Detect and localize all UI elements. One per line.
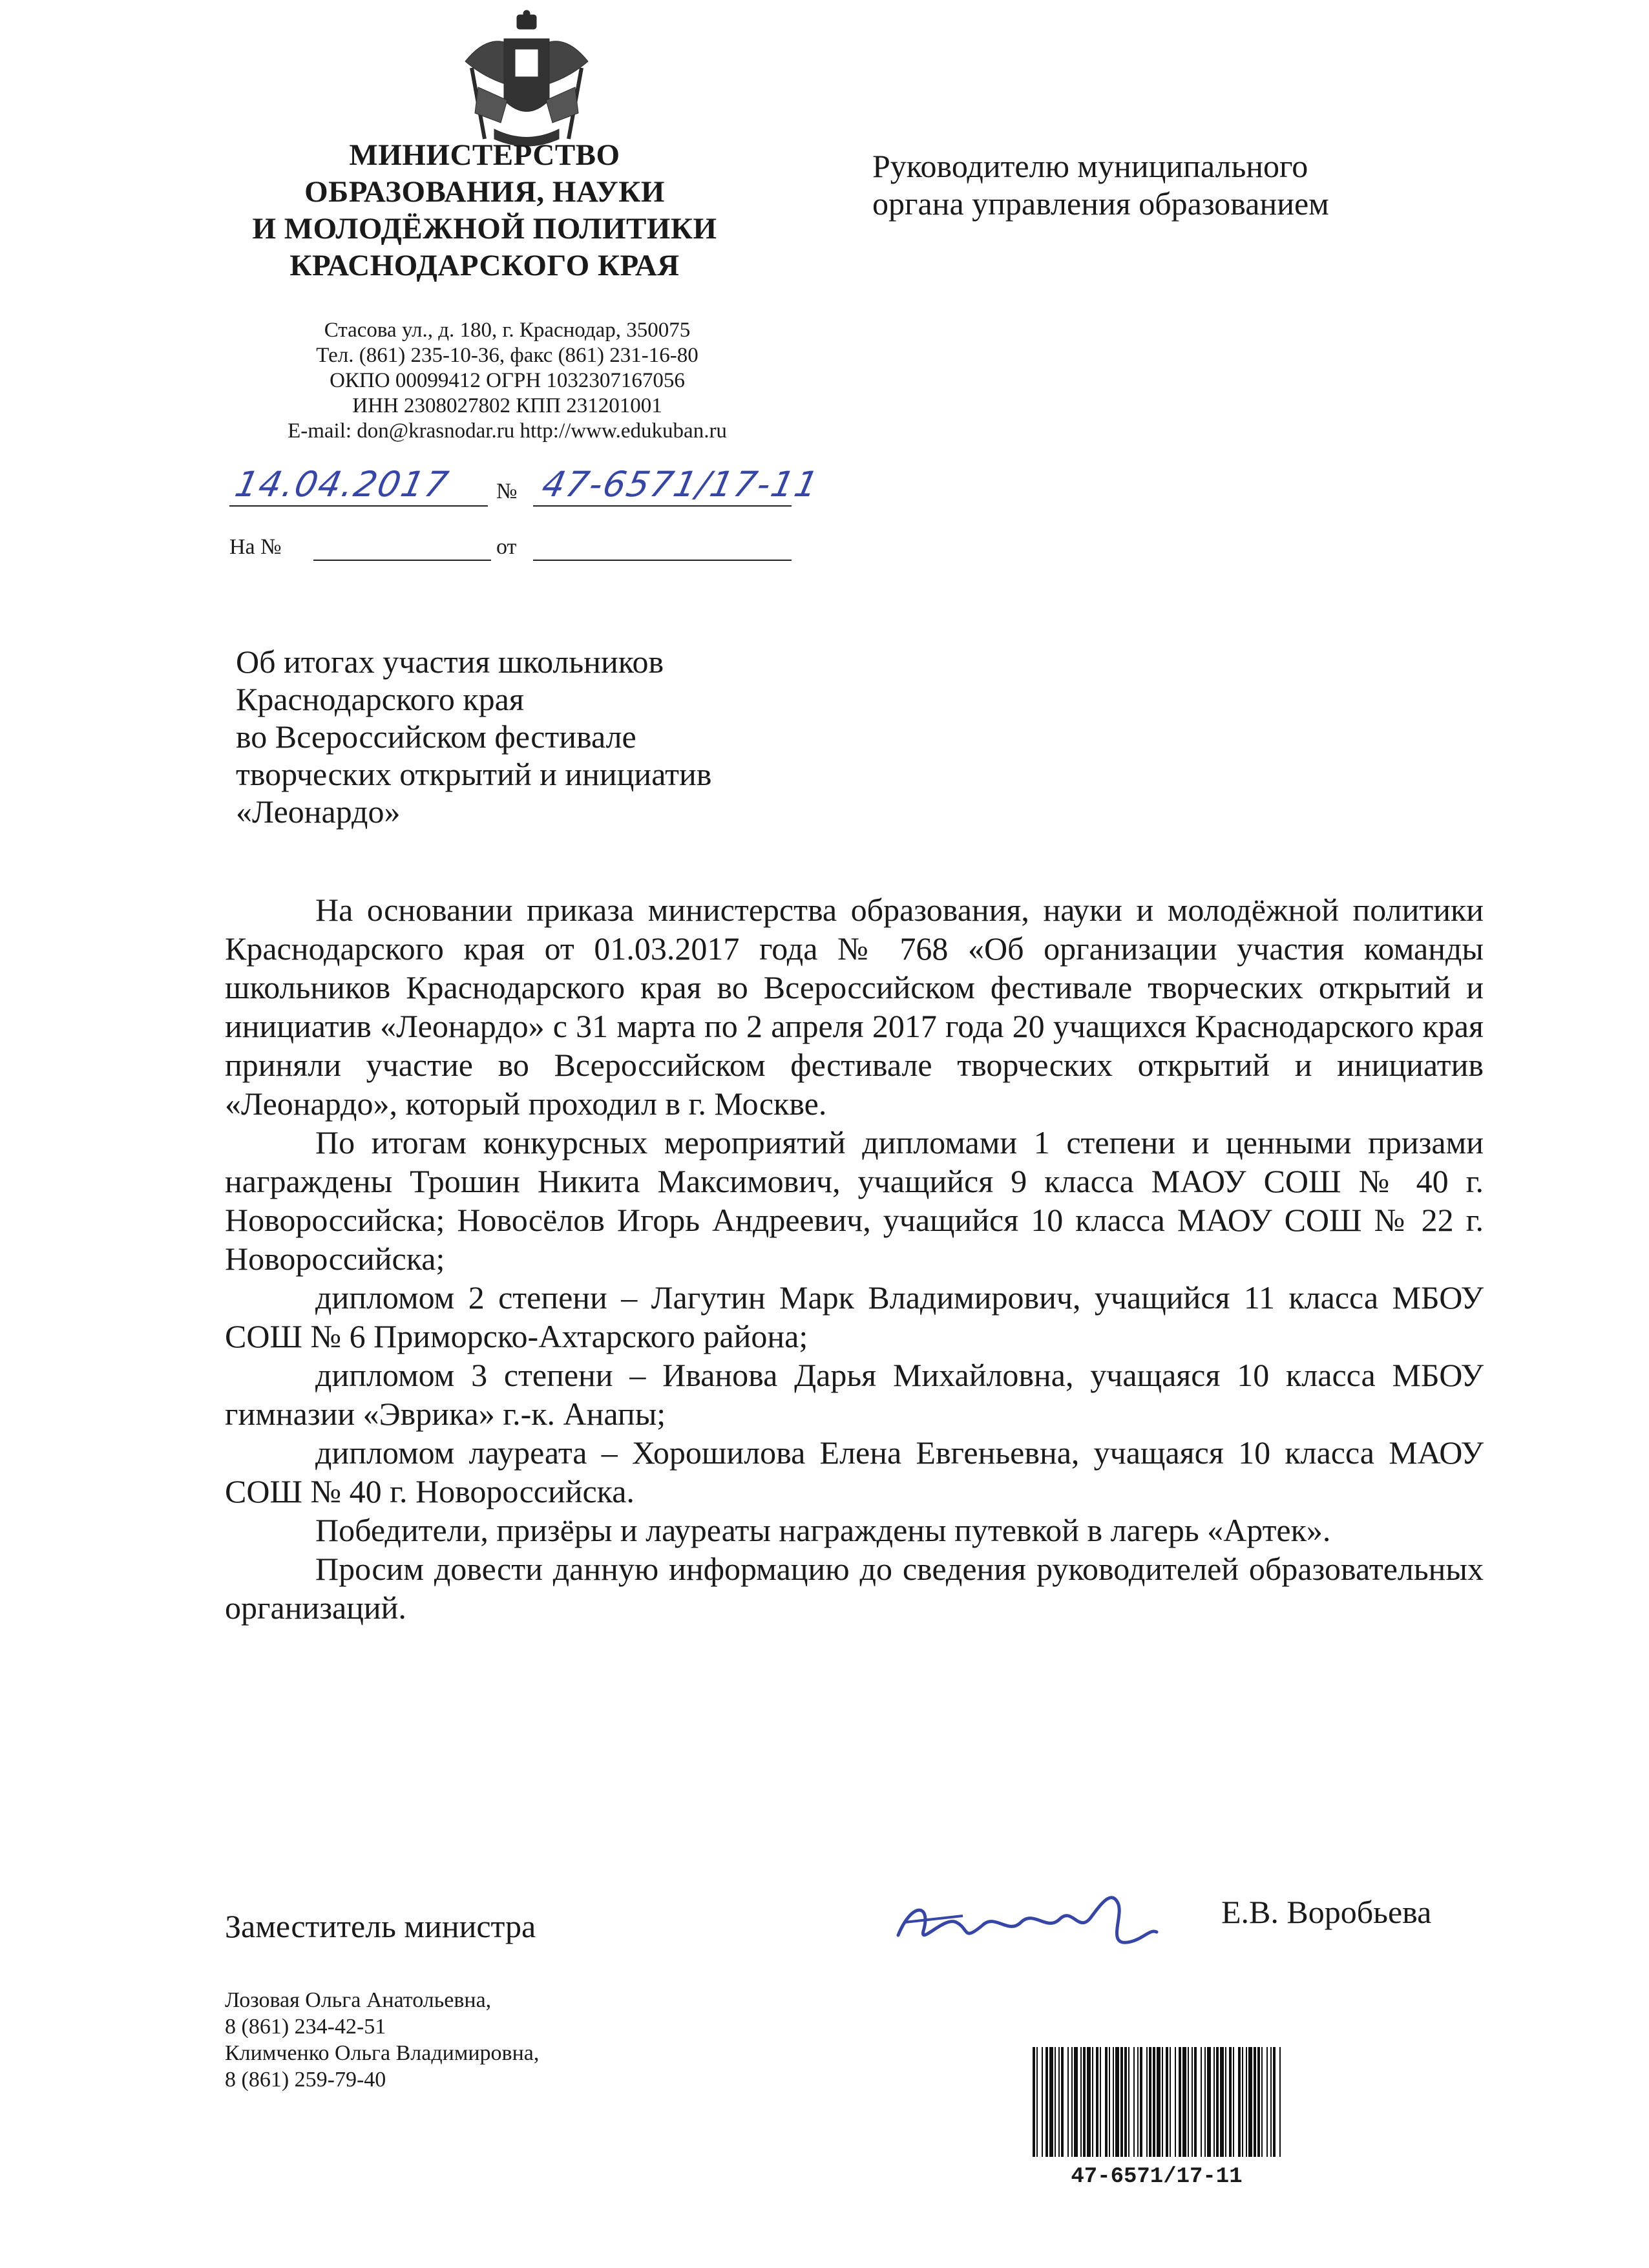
org-line-4: КРАСНОДАРСКОГО КРАЯ xyxy=(289,249,680,282)
barcode-bar xyxy=(1254,2047,1256,2157)
addressee-line-1: Руководителю муниципального xyxy=(872,148,1308,184)
barcode-bar xyxy=(1201,2047,1202,2157)
barcode-bar xyxy=(1213,2047,1215,2157)
barcode-bar xyxy=(1175,2047,1176,2157)
reference-underline xyxy=(313,560,491,561)
barcode-bar xyxy=(1055,2047,1056,2157)
barcode-bar xyxy=(1266,2047,1268,2157)
barcode-bar xyxy=(1036,2047,1038,2157)
subject-line-1: Об итогах участия школьников xyxy=(236,644,664,680)
barcode-bar xyxy=(1246,2047,1247,2157)
barcode-bar xyxy=(1182,2047,1186,2157)
barcode-bar xyxy=(1149,2047,1151,2157)
barcode-bar xyxy=(1170,2047,1171,2157)
barcode-bar xyxy=(1192,2047,1193,2157)
barcode-bar xyxy=(1058,2047,1060,2157)
body-paragraph-2: По итогам конкурсных мероприятий дипломами 1 степени и ценными призами награждены Трошин Никита Максимович, учащийся 9 класса МАОУ СОШ № 40 г. Новороссийска; Новосёлов Игорь Андреевич, учащийся 10 класса МАОУ СОШ № 22 г. Новороссийска; xyxy=(225,1124,1484,1277)
subject-line-4: творческих открытий и инициатив xyxy=(236,756,712,792)
barcode-bar xyxy=(1204,2047,1206,2157)
barcode-bar xyxy=(1146,2047,1148,2157)
reference-from-label: от xyxy=(496,535,517,559)
barcode-bar xyxy=(1233,2047,1234,2157)
executor-1-name: Лозовая Ольга Анатольевна, xyxy=(225,1988,492,2012)
barcode-bar xyxy=(1128,2047,1129,2157)
barcode-bar xyxy=(1074,2047,1078,2157)
barcode-bar xyxy=(1033,2047,1035,2157)
barcode-bar xyxy=(1083,2047,1086,2157)
barcode-bar xyxy=(1270,2047,1272,2157)
body-paragraph-6: Победители, призёры и лауреаты награждены путевкой в лагерь «Артек». xyxy=(315,1512,1331,1548)
barcode-number: 47-6571/17-11 xyxy=(1071,2165,1243,2189)
body-paragraph-5: дипломом лауреата – Хорошилова Елена Евгеньевна, учащаяся 10 класса МАОУ СОШ № 40 г. Новороссийска. xyxy=(225,1434,1484,1509)
executors xyxy=(225,1987,539,2093)
body-paragraph-1: На основании приказа министерства образования, науки и молодёжной политики Краснодарского края от 01.03.2017 года № 768 «Об организации участия команды школьников Краснодарского края во Всероссийском фестивале творческих открытий и инициатив «Леонардо» с 31 марта по 2 апреля 2017 года 20 учащихся Краснодарского края приняли участие во Всероссийском фестивале творческих открытий и инициатив «Леонардо», который проходил в г. Москве. xyxy=(225,892,1484,1122)
addressee-line-2: органа управления образованием xyxy=(872,185,1329,222)
org-line-2: ОБРАЗОВАНИЯ, НАУКИ xyxy=(304,175,665,209)
signatory-name: Е.В. Воробьева xyxy=(1221,1894,1432,1930)
number-underline xyxy=(533,505,792,507)
subject-line-2: Краснодарского края xyxy=(236,681,524,717)
barcode-bar xyxy=(1061,2047,1064,2157)
letter-subject xyxy=(236,643,711,830)
barcode-bar xyxy=(1216,2047,1219,2157)
contact-address: Стасова ул., д. 180, г. Краснодар, 350075 xyxy=(324,319,691,342)
barcode-bar xyxy=(1045,2047,1048,2157)
body-paragraph-3: дипломом 2 степени – Лагутин Марк Владимирович, учащийся 11 класса МБОУ СОШ № 6 Приморско-Ахтарского района; xyxy=(225,1279,1484,1354)
body-paragraph-7: Просим довести данную информацию до сведения руководителей образовательных организаций. xyxy=(225,1551,1484,1626)
barcode-bar xyxy=(1133,2047,1135,2157)
barcode-bar xyxy=(1153,2047,1155,2157)
barcode-bar xyxy=(1105,2047,1108,2157)
barcode-bar xyxy=(1124,2047,1127,2157)
barcode-bar xyxy=(1071,2047,1073,2157)
barcode-bar xyxy=(1080,2047,1082,2157)
barcode-bar xyxy=(1115,2047,1119,2157)
barcode-bar xyxy=(1225,2047,1226,2157)
barcode-bar xyxy=(1067,2047,1069,2157)
barcode-bar xyxy=(1109,2047,1110,2157)
date-underline xyxy=(229,505,488,507)
letter-body xyxy=(225,890,1484,1627)
subject-line-5: «Леонардо» xyxy=(236,793,401,830)
addressee xyxy=(872,147,1329,222)
barcode-bar xyxy=(1092,2047,1093,2157)
barcode-bar xyxy=(1137,2047,1139,2157)
barcode-bar xyxy=(1113,2047,1114,2157)
executor-2-phone: 8 (861) 259-79-40 xyxy=(225,2068,386,2092)
barcode-bar xyxy=(1100,2047,1101,2157)
executor-2-name: Климченко Ольга Владимировна, xyxy=(225,2041,540,2065)
org-line-3: И МОЛОДЁЖНОЙ ПОЛИТИКИ xyxy=(252,212,717,246)
barcode-bar xyxy=(1188,2047,1189,2157)
registration-date: 14.04.2017 xyxy=(231,464,453,505)
barcode-bar xyxy=(1242,2047,1243,2157)
barcode-bar xyxy=(1120,2047,1123,2157)
number-sign: № xyxy=(496,479,518,503)
barcode-bar xyxy=(1220,2047,1224,2157)
coat-of-arms-icon xyxy=(452,10,601,155)
barcode-bar xyxy=(1207,2047,1211,2157)
body-paragraph-4: дипломом 3 степени – Иванова Дарья Михайловна, учащаяся 10 класса МБОУ гимназии «Эврика» г.-к. Анапы; xyxy=(225,1357,1484,1432)
barcode-bar xyxy=(1194,2047,1197,2157)
barcode-icon xyxy=(1027,2042,1286,2161)
contact-okpo: ОКПО 00099412 ОГРН 1032307167056 xyxy=(330,369,685,392)
barcode-bar xyxy=(1140,2047,1142,2157)
org-line-1: МИНИСТЕРСТВО xyxy=(349,138,620,172)
barcode-bar xyxy=(1248,2047,1252,2157)
executor-1-phone: 8 (861) 234-42-51 xyxy=(225,2015,386,2039)
registration-number: 47-6571/17-11 xyxy=(538,464,823,505)
barcode-bar xyxy=(1157,2047,1161,2157)
barcode-bar xyxy=(1238,2047,1241,2157)
handwritten-signature-icon xyxy=(885,1877,1170,1968)
signatory-position: Заместитель министра xyxy=(225,1908,536,1944)
contact-phone: Тел. (861) 235-10-36, факс (861) 231-16-80 xyxy=(316,344,698,367)
barcode-bar xyxy=(1162,2047,1163,2157)
subject-line-3: во Всероссийском фестивале xyxy=(236,719,636,755)
contact-email: E-mail: don@krasnodar.ru http://www.edukuban.ru xyxy=(288,419,727,443)
organization-contacts xyxy=(213,318,801,444)
barcode-bar xyxy=(1166,2047,1168,2157)
barcode-bar xyxy=(1261,2047,1263,2157)
barcode-bar xyxy=(1273,2047,1276,2157)
barcode-bar xyxy=(1257,2047,1260,2157)
reference-date-underline xyxy=(533,560,792,561)
barcode-bar xyxy=(1042,2047,1043,2157)
barcode-bar xyxy=(1087,2047,1091,2157)
barcode-bar xyxy=(1229,2047,1232,2157)
organization-name xyxy=(194,137,775,284)
barcode-bar xyxy=(1096,2047,1098,2157)
contact-inn: ИНН 2308027802 КПП 231201001 xyxy=(352,394,662,417)
barcode-bar xyxy=(1179,2047,1181,2157)
barcode-bar xyxy=(1279,2047,1281,2157)
reference-label: На № xyxy=(229,535,282,559)
barcode-bar xyxy=(1049,2047,1053,2157)
